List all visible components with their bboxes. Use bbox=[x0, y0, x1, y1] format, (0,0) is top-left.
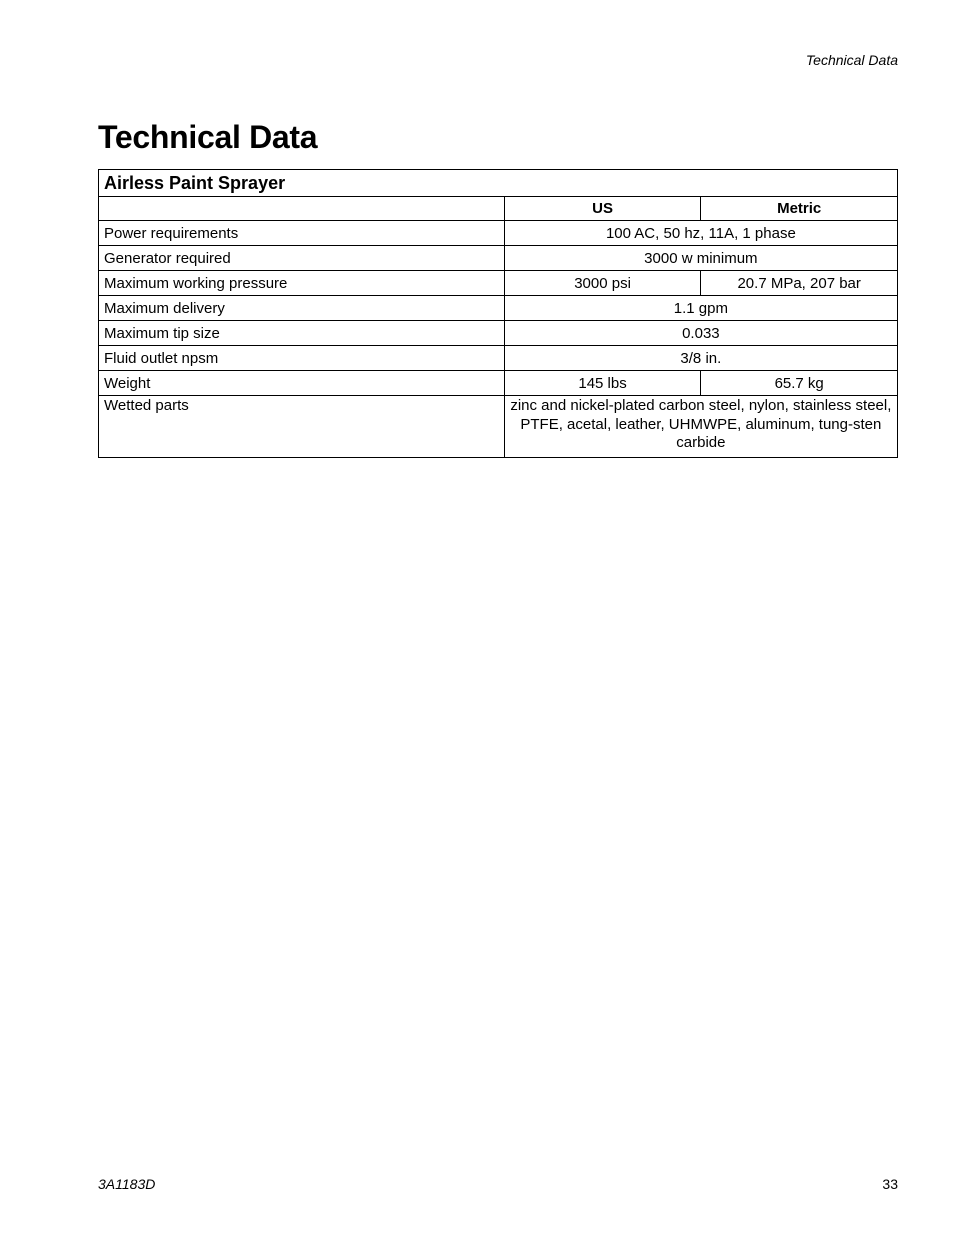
table-title: Airless Paint Sprayer bbox=[99, 170, 898, 197]
row-label: Wetted parts bbox=[99, 396, 505, 458]
row-value-metric: 20.7 MPa, 207 bar bbox=[701, 271, 898, 296]
row-label: Fluid outlet npsm bbox=[99, 346, 505, 371]
row-value-us: 3000 psi bbox=[504, 271, 701, 296]
row-value: 3000 w minimum bbox=[504, 246, 897, 271]
table-row bbox=[99, 346, 898, 371]
table-title-row bbox=[99, 170, 898, 197]
row-label: Maximum tip size bbox=[99, 321, 505, 346]
row-label: Maximum delivery bbox=[99, 296, 505, 321]
row-value: 100 AC, 50 hz, 11A, 1 phase bbox=[504, 221, 897, 246]
table-row bbox=[99, 221, 898, 246]
table-row bbox=[99, 246, 898, 271]
row-label: Maximum working pressure bbox=[99, 271, 505, 296]
row-label: Weight bbox=[99, 371, 505, 396]
table-header-row bbox=[99, 197, 898, 221]
footer-doc-number: 3A1183D bbox=[98, 1176, 156, 1192]
row-value: 3/8 in. bbox=[504, 346, 897, 371]
table-row bbox=[99, 396, 898, 458]
row-value-metric: 65.7 kg bbox=[701, 371, 898, 396]
table-row bbox=[99, 371, 898, 396]
row-value: zinc and nickel-plated carbon steel, nylon, stainless steel, PTFE, acetal, leather, UHMWPE, aluminum, tung-sten carbide bbox=[504, 396, 897, 458]
table-row bbox=[99, 321, 898, 346]
row-label: Power requirements bbox=[99, 221, 505, 246]
table-row bbox=[99, 296, 898, 321]
row-value-us: 145 lbs bbox=[504, 371, 701, 396]
table-row bbox=[99, 271, 898, 296]
footer-page-number: 33 bbox=[882, 1176, 898, 1192]
header-blank-cell bbox=[99, 197, 505, 221]
column-header-us: US bbox=[504, 197, 701, 221]
row-label: Generator required bbox=[99, 246, 505, 271]
column-header-metric: Metric bbox=[701, 197, 898, 221]
row-value: 0.033 bbox=[504, 321, 897, 346]
running-header: Technical Data bbox=[805, 52, 898, 68]
spec-table bbox=[98, 169, 898, 458]
page-title: Technical Data bbox=[98, 119, 318, 155]
row-value: 1.1 gpm bbox=[504, 296, 897, 321]
